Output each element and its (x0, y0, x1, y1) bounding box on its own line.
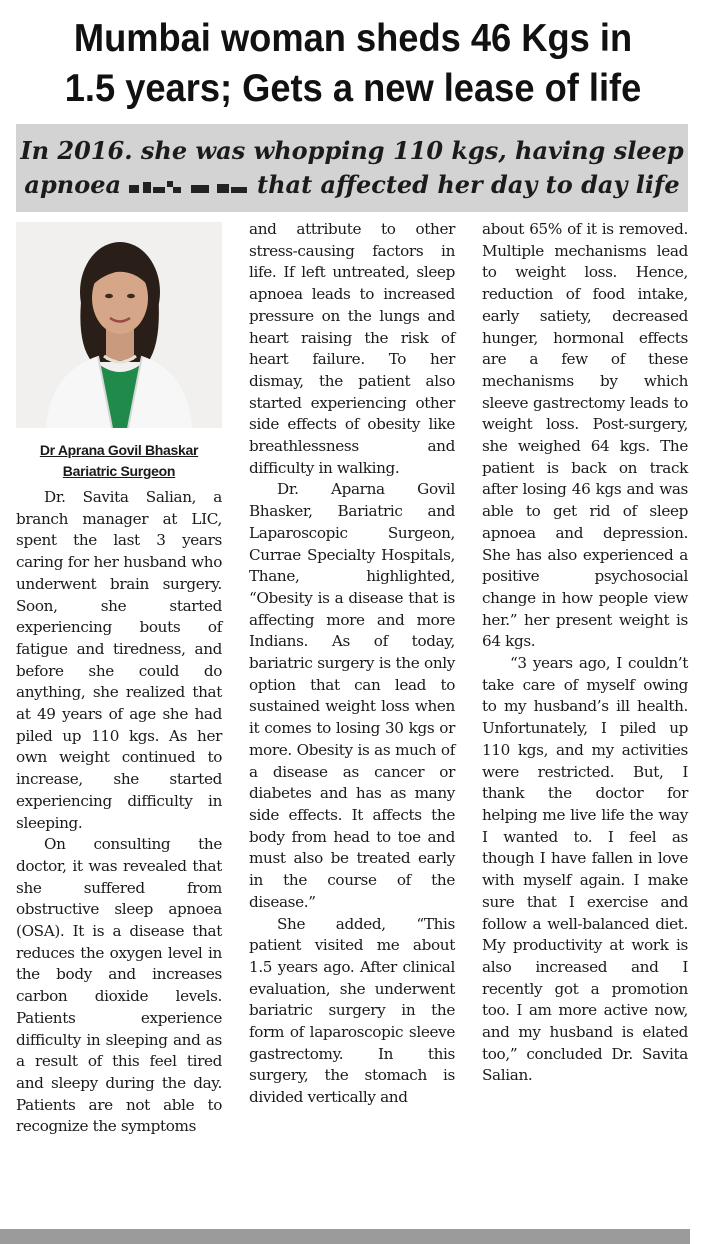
caption-name: Dr Aprana Govil Bhaskar (39, 442, 199, 458)
paragraph-5: She added, “This patient visited me about 1.5 years ago. After clinical evaluation, she underwent bariatric surgery in the form of laparoscopic sleeve gastrectomy. In this surgery, the stomach is divided vertically and (249, 914, 455, 1107)
subheadline-line-1: In 2016. she was whopping 110 kgs, having sleep (20, 136, 684, 165)
photo-caption (16, 440, 222, 482)
doctor-portrait-photo (16, 222, 222, 428)
paragraph-7: “3 years ago, I couldn’t take care of myself owing to my husband’s ill health. Unfortunately, I piled up 110 kgs, and my activities were restricted. But, I thank the doctor for helping me live life the way I wanted to. I feel as though I have fallen in love with myself again. I make sure that I exercise and follow a well-balanced diet. My productivity at work is also increased and I recently got a promotion too. I am more active now, and my husband is elated too,” concluded Dr. Savita Salian. (482, 654, 688, 1085)
subheadline-line-2-end: that affected her day to day life (257, 170, 680, 199)
paragraph-1: Dr. Savita Salian, a branch manager at LIC, spent the last 3 years caring for her husband who underwent brain surgery. Soon, she started experiencing bouts of fatigue and tiredness, and before she could do anything, she realized that at 49 years of age she had piled up 110 kgs. As her own weight continued to increase, she started experiencing difficulty in sleeping. (16, 488, 222, 832)
headline-line-2: 1.5 years; Gets a new lease of life (64, 67, 642, 110)
paragraph-3: and attribute to other stress-causing factors in life. If left untreated, sleep apnoea leads to increased pressure on the lungs and heart raising the risk of heart failure. To her dismay, the patient also started experiencing other side effects of obesity like breathlessness and difficulty in walking. (249, 220, 455, 477)
paragraph-4: Dr. Aparna Govil Bhasker, Bariatric and Laparoscopic Surgeon, Currae Specialty Hospitals, Thane, highlighted, “Obesity is a disease that is affecting more and more Indians. As of today, bariatric surgery is the only option that can lead to sustained weight loss when it comes to losing 30 kgs or more. Obesity is as much of a disease as cancer or diabetes and has as many side effects. It affects the body from head to toe and must also be treated early in the course of the disease.” (249, 480, 455, 911)
subheadline-line-2 (16, 168, 688, 202)
portrait-illustration (16, 222, 222, 428)
paragraph-6: about 65% of it is removed. Multiple mechanisms lead to weight loss. Hence, reduction of food intake, early satiety, decreased hunger, hormonal effects are a few of these mechanisms by which sleeve gastrectomy leads to weight loss. Post-surgery, she weighed 64 kgs. The patient is back on track after losing 46 kgs and was able to get rid of sleep apnoea and depression. She has also experienced a positive psychosocial change in how people view her.” her present weight is 64 kgs. (482, 220, 688, 651)
article-column-3 (482, 219, 688, 1087)
subheadline-line-2-start: apnoea (24, 170, 122, 199)
headline (25, 14, 682, 114)
article-column-1 (16, 487, 222, 1138)
bottom-rule-bar (0, 1229, 690, 1244)
pixelated-redaction (127, 179, 251, 195)
caption-title: Bariatric Surgeon (62, 463, 176, 479)
subheadline-box (16, 124, 688, 212)
article-column-2 (249, 219, 455, 1109)
paragraph-2: On consulting the doctor, it was revealed that she suffered from obstructive sleep apnoea (OSA). It is a disease that reduces the oxygen level in the body and increases carbon dioxide levels. Patients experience difficulty in sleeping and as a result of this feel tired and sleepy during the day. Patients are not able to recognize the symptoms (16, 835, 222, 1136)
headline-line-1: Mumbai woman sheds 46 Kgs in (73, 17, 633, 60)
